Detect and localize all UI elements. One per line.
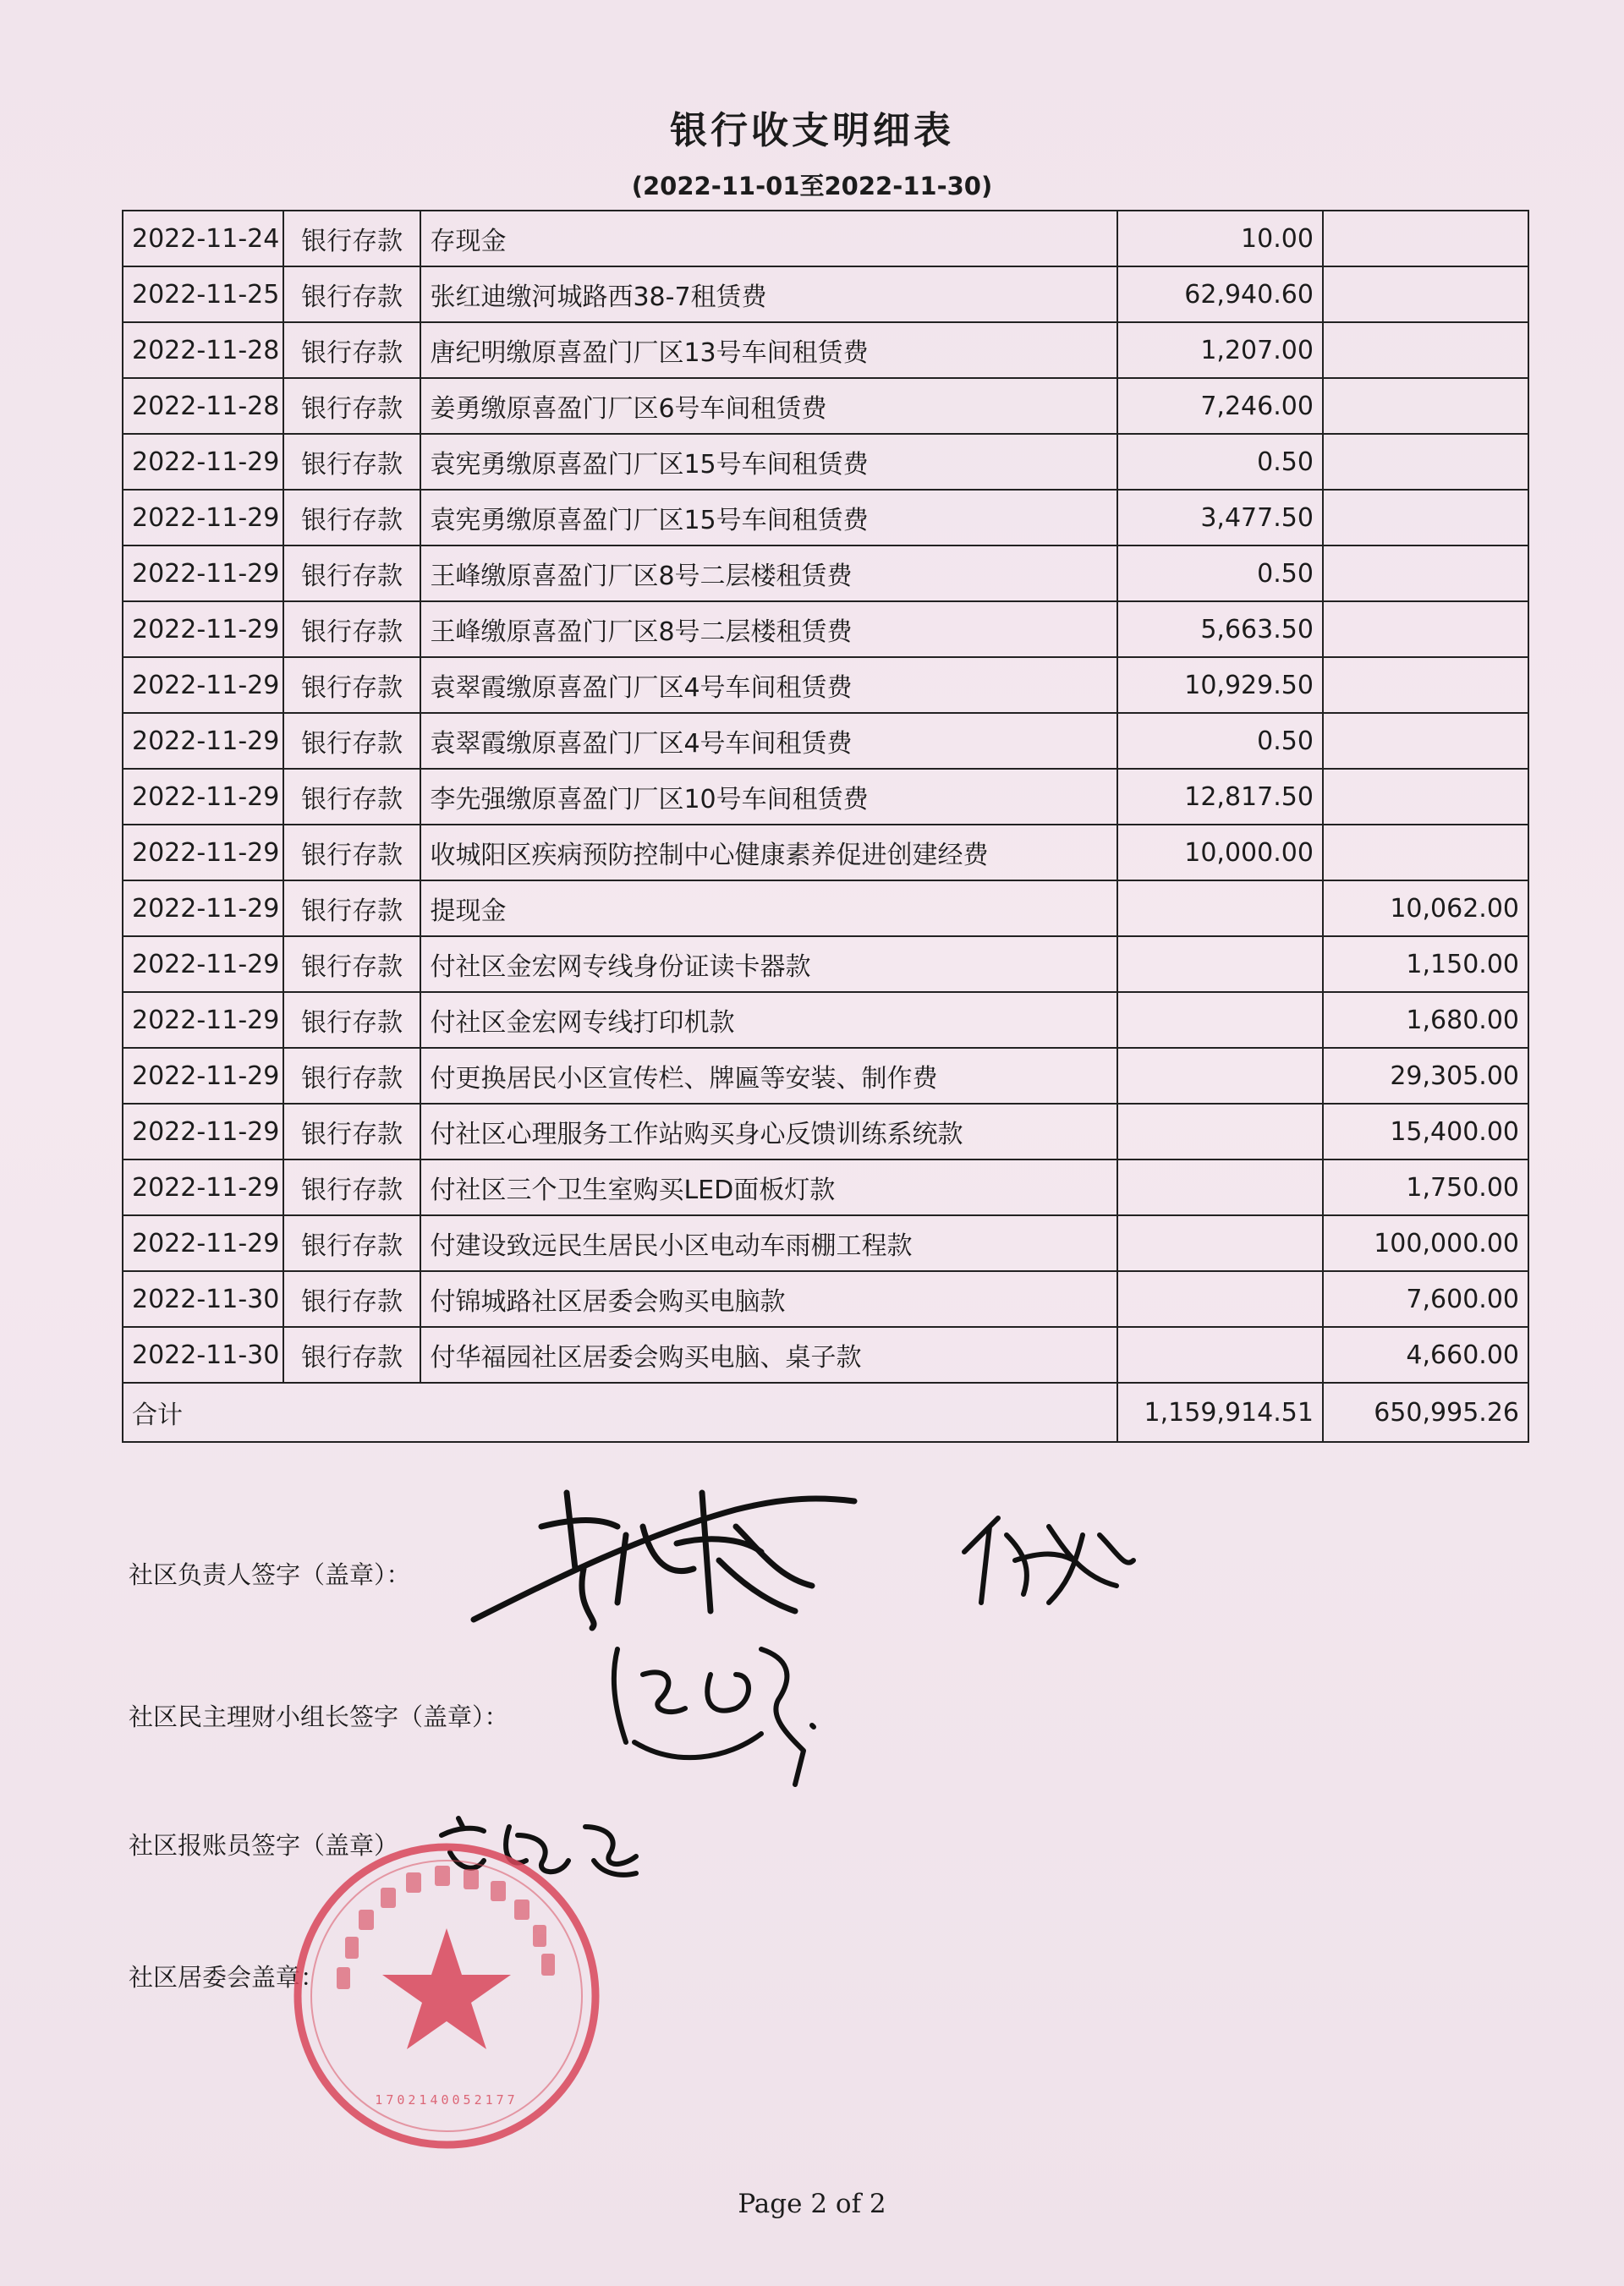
- expense-cell: [1323, 657, 1528, 713]
- page-number: Page 2 of 2: [738, 2189, 886, 2219]
- account-cell: 银行存款: [283, 1327, 421, 1383]
- second-signature: [947, 1501, 1150, 1620]
- income-cell: [1117, 1048, 1323, 1104]
- table-row: [123, 1048, 1528, 1104]
- table-row: [123, 378, 1528, 434]
- date-cell: 2022-11-29: [123, 434, 283, 490]
- table-row: [123, 769, 1528, 825]
- description-cell: 付社区三个卫生室购买LED面板灯款: [420, 1159, 1116, 1215]
- account-cell: 银行存款: [283, 1048, 421, 1104]
- expense-cell: 10,062.00: [1323, 880, 1528, 936]
- description-cell: 收城阳区疾病预防控制中心健康素养促进创建经费: [420, 825, 1116, 880]
- date-cell: 2022-11-29: [123, 713, 283, 769]
- account-cell: 银行存款: [283, 713, 421, 769]
- account-cell: 银行存款: [283, 378, 421, 434]
- table-row: [123, 490, 1528, 545]
- account-cell: 银行存款: [283, 769, 421, 825]
- leader-signature: [457, 1476, 897, 1636]
- description-cell: 袁宪勇缴原喜盈门厂区15号车间租赁费: [420, 434, 1116, 490]
- account-cell: 银行存款: [283, 434, 421, 490]
- account-cell: 银行存款: [283, 322, 421, 378]
- account-cell: 银行存款: [283, 657, 421, 713]
- expense-cell: 7,600.00: [1323, 1271, 1528, 1327]
- expense-cell: 29,305.00: [1323, 1048, 1528, 1104]
- table-row: [123, 434, 1528, 490]
- finance-group-signature-label: 社区民主理财小组长签字（盖章）：: [129, 1702, 509, 1731]
- table-row: [123, 1104, 1528, 1159]
- table-row: [123, 322, 1528, 378]
- expense-cell: [1323, 378, 1528, 434]
- account-cell: 银行存款: [283, 992, 421, 1048]
- table-row: [123, 880, 1528, 936]
- date-range: (2022-11-01至2022-11-30): [631, 172, 993, 200]
- expense-cell: 1,750.00: [1323, 1159, 1528, 1215]
- description-cell: 存现金: [420, 211, 1116, 266]
- description-cell: 袁宪勇缴原喜盈门厂区15号车间租赁费: [420, 490, 1116, 545]
- income-cell: [1117, 1327, 1323, 1383]
- account-cell: 银行存款: [283, 936, 421, 992]
- date-cell: 2022-11-29: [123, 769, 283, 825]
- date-cell: 2022-11-29: [123, 936, 283, 992]
- description-cell: 付建设致远民生居民小区电动车雨棚工程款: [420, 1215, 1116, 1271]
- income-cell: [1117, 1104, 1323, 1159]
- date-cell: 2022-11-29: [123, 880, 283, 936]
- account-cell: 银行存款: [283, 1104, 421, 1159]
- description-cell: 李先强缴原喜盈门厂区10号车间租赁费: [420, 769, 1116, 825]
- expense-cell: [1323, 322, 1528, 378]
- account-cell: 银行存款: [283, 601, 421, 657]
- description-cell: 唐纪明缴原喜盈门厂区13号车间租赁费: [420, 322, 1116, 378]
- income-cell: 10.00: [1117, 211, 1323, 266]
- expense-cell: 1,150.00: [1323, 936, 1528, 992]
- account-cell: 银行存款: [283, 545, 421, 601]
- income-cell: 5,663.50: [1117, 601, 1323, 657]
- description-cell: 袁翠霞缴原喜盈门厂区4号车间租赁费: [420, 713, 1116, 769]
- expense-cell: [1323, 769, 1528, 825]
- income-cell: 7,246.00: [1117, 378, 1323, 434]
- expense-cell: [1323, 545, 1528, 601]
- expense-cell: [1323, 434, 1528, 490]
- date-cell: 2022-11-29: [123, 1048, 283, 1104]
- expense-cell: 1,680.00: [1323, 992, 1528, 1048]
- table-row: [123, 825, 1528, 880]
- income-cell: [1117, 936, 1323, 992]
- date-cell: 2022-11-29: [123, 1159, 283, 1215]
- description-cell: 张红迪缴河城路西38-7租赁费: [420, 266, 1116, 322]
- description-cell: 付更换居民小区宣传栏、牌匾等安装、制作费: [420, 1048, 1116, 1104]
- table-row: [123, 1159, 1528, 1215]
- table-row: [123, 545, 1528, 601]
- finance-group-signature: [592, 1624, 846, 1793]
- description-cell: 提现金: [420, 880, 1116, 936]
- income-cell: 0.50: [1117, 545, 1323, 601]
- description-cell: 付社区金宏网专线身份证读卡器款: [420, 936, 1116, 992]
- expense-cell: [1323, 266, 1528, 322]
- income-cell: 0.50: [1117, 434, 1323, 490]
- expense-cell: [1323, 713, 1528, 769]
- date-cell: 2022-11-29: [123, 825, 283, 880]
- table-row: [123, 992, 1528, 1048]
- committee-stamp-label: 社区居委会盖章：: [129, 1963, 326, 1992]
- table-row: [123, 601, 1528, 657]
- income-cell: [1117, 880, 1323, 936]
- date-cell: 2022-11-24: [123, 211, 283, 266]
- date-cell: 2022-11-29: [123, 601, 283, 657]
- date-cell: 2022-11-29: [123, 992, 283, 1048]
- account-cell: 银行存款: [283, 825, 421, 880]
- income-cell: 10,929.50: [1117, 657, 1323, 713]
- date-cell: 2022-11-29: [123, 545, 283, 601]
- description-cell: 付锦城路社区居委会购买电脑款: [420, 1271, 1116, 1327]
- document-title: 银行收支明细表: [670, 109, 954, 152]
- date-cell: 2022-11-29: [123, 1215, 283, 1271]
- ledger-body: [123, 211, 1528, 1383]
- date-cell: 2022-11-28: [123, 378, 283, 434]
- date-cell: 2022-11-29: [123, 657, 283, 713]
- account-cell: 银行存款: [283, 490, 421, 545]
- date-cell: 2022-11-30: [123, 1271, 283, 1327]
- table-row: [123, 713, 1528, 769]
- description-cell: 付社区金宏网专线打印机款: [420, 992, 1116, 1048]
- account-cell: 银行存款: [283, 1271, 421, 1327]
- income-cell: 10,000.00: [1117, 825, 1323, 880]
- income-cell: 0.50: [1117, 713, 1323, 769]
- date-cell: 2022-11-28: [123, 322, 283, 378]
- expense-cell: 100,000.00: [1323, 1215, 1528, 1271]
- description-cell: 姜勇缴原喜盈门厂区6号车间租赁费: [420, 378, 1116, 434]
- table-row: [123, 1271, 1528, 1327]
- total-label: 合计: [123, 1383, 1117, 1442]
- table-row: [123, 211, 1528, 266]
- account-cell: 银行存款: [283, 1215, 421, 1271]
- date-cell: 2022-11-25: [123, 266, 283, 322]
- expense-cell: [1323, 825, 1528, 880]
- expense-cell: 15,400.00: [1323, 1104, 1528, 1159]
- table-row: [123, 1215, 1528, 1271]
- total-row: [123, 1383, 1528, 1442]
- date-cell: 2022-11-30: [123, 1327, 283, 1383]
- description-cell: 王峰缴原喜盈门厂区8号二层楼租赁费: [420, 601, 1116, 657]
- income-cell: 1,207.00: [1117, 322, 1323, 378]
- accountant-signature-label: 社区报账员签字（盖章）: [129, 1831, 399, 1860]
- expense-cell: [1323, 601, 1528, 657]
- date-cell: 2022-11-29: [123, 490, 283, 545]
- total-income: 1,159,914.51: [1117, 1383, 1323, 1442]
- expense-cell: 4,660.00: [1323, 1327, 1528, 1383]
- committee-seal: [286, 1835, 607, 2157]
- table-row: [123, 266, 1528, 322]
- description-cell: 袁翠霞缴原喜盈门厂区4号车间租赁费: [420, 657, 1116, 713]
- date-cell: 2022-11-29: [123, 1104, 283, 1159]
- income-cell: 62,940.60: [1117, 266, 1323, 322]
- table-row: [123, 657, 1528, 713]
- income-cell: 12,817.50: [1117, 769, 1323, 825]
- leader-signature-label: 社区负责人签字（盖章）：: [129, 1560, 411, 1589]
- income-cell: [1117, 1271, 1323, 1327]
- description-cell: 付华福园社区居委会购买电脑、桌子款: [420, 1327, 1116, 1383]
- seal-serial: 1702140052177: [375, 2092, 518, 2108]
- income-cell: [1117, 1215, 1323, 1271]
- expense-cell: [1323, 490, 1528, 545]
- income-cell: [1117, 992, 1323, 1048]
- total-expense: 650,995.26: [1323, 1383, 1528, 1442]
- table-row: [123, 936, 1528, 992]
- table-row: [123, 1327, 1528, 1383]
- ledger-table: [122, 210, 1529, 1443]
- account-cell: 银行存款: [283, 880, 421, 936]
- account-cell: 银行存款: [283, 266, 421, 322]
- description-cell: 王峰缴原喜盈门厂区8号二层楼租赁费: [420, 545, 1116, 601]
- income-cell: [1117, 1159, 1323, 1215]
- income-cell: 3,477.50: [1117, 490, 1323, 545]
- expense-cell: [1323, 211, 1528, 266]
- account-cell: 银行存款: [283, 211, 421, 266]
- account-cell: 银行存款: [283, 1159, 421, 1215]
- description-cell: 付社区心理服务工作站购买身心反馈训练系统款: [420, 1104, 1116, 1159]
